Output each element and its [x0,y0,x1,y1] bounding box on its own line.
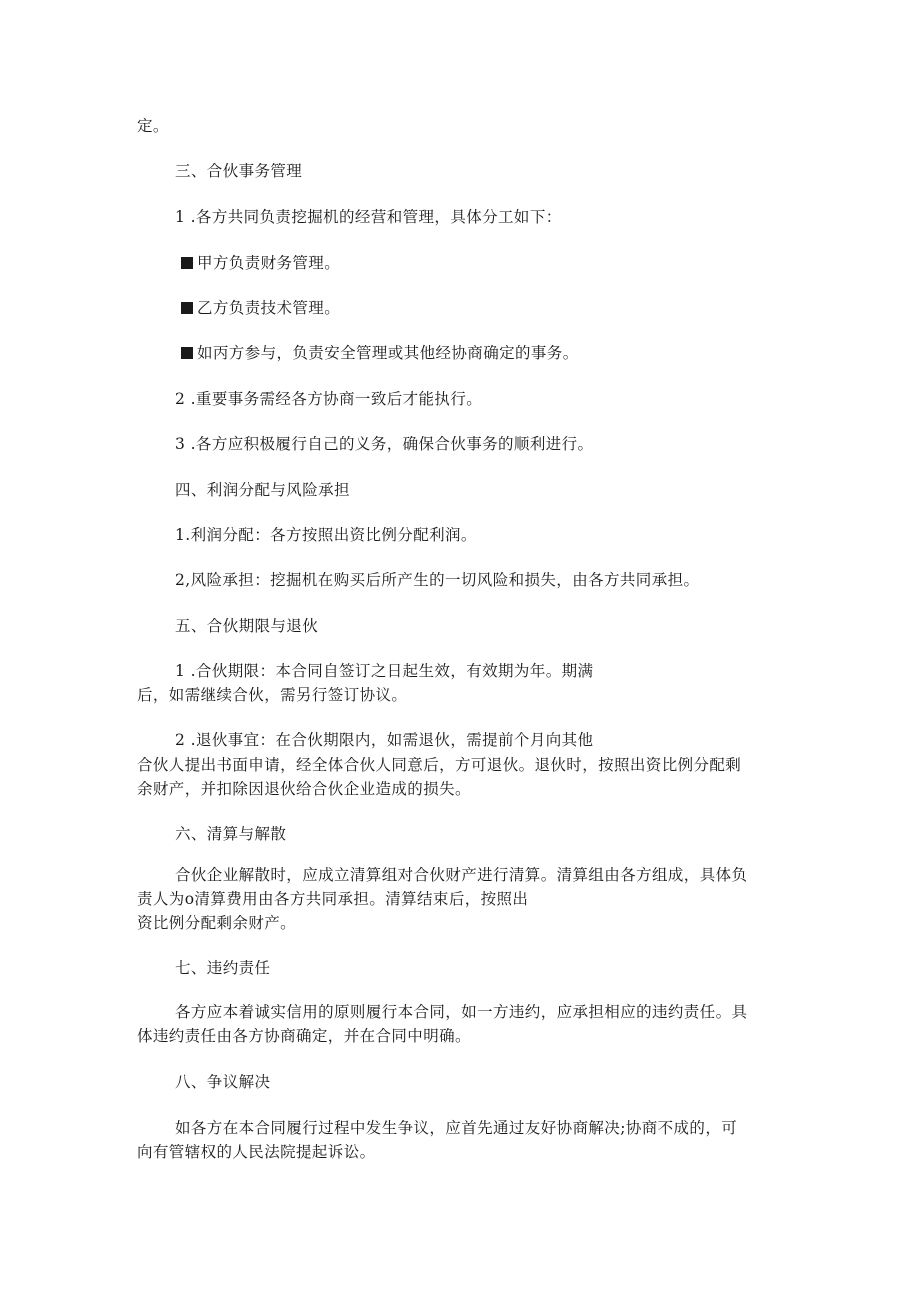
clause-continuation: 余财产，并扣除因退伙给合伙企业造成的损失。 [137,780,471,798]
clause: 1 .合伙期限：本合同自签订之日起生效，有效期为年。期满 [175,662,594,680]
clause: 3 .各方应积极履行自己的义务，确保合伙事务的顺利进行。 [175,435,594,453]
clause: 1 .各方共同负责挖掘机的经营和管理，具体分工如下： [175,208,562,226]
section-heading: 八、争议解决 [175,1073,271,1091]
square-bullet-icon [181,302,193,314]
paragraph-line: 如各方在本合同履行过程中发生争议，应首先通过友好协商解决;协商不成的，可 [175,1119,738,1137]
bullet-item [181,252,340,274]
clause: 1.利润分配：各方按照出资比例分配利润。 [175,526,477,544]
paragraph-line: 各方应本着诚实信用的原则履行本合同，如一方违约，应承担相应的违约责任。具 [175,1003,748,1021]
clause-continuation: 合伙人提出书面申请，经全体合伙人同意后，方可退伙。退伙时，按照出资比例分配剩 [137,756,742,774]
paragraph-line: 合伙企业解散时，应成立清算组对合伙财产进行清算。清算组由各方组成，具体负 [175,866,748,884]
clause: 2 .退伙事宜：在合伙期限内，如需退伙，需提前个月向其他 [175,731,594,749]
square-bullet-icon [181,257,193,269]
square-bullet-icon [181,347,193,359]
section-heading: 七、违约责任 [175,959,271,977]
section-heading: 六、清算与解散 [175,825,287,843]
clause-continuation: 后，如需继续合伙，需另行签订协议。 [137,686,408,704]
paragraph-line: 责人为o清算费用由各方共同承担。清算结束后，按照出 [137,890,529,908]
bullet-item [181,297,340,319]
paragraph-line: 资比例分配剩余财产。 [137,914,297,932]
bullet-item [181,342,579,364]
clause: 2 .重要事务需经各方协商一致后才能执行。 [175,390,483,408]
section-heading: 四、利润分配与风险承担 [175,481,350,499]
paragraph-line: 体违约责任由各方协商确定，并在合同中明确。 [137,1027,471,1045]
text-line: 定。 [137,117,169,135]
section-heading: 五、合伙期限与退伙 [175,617,319,635]
paragraph-line: 向有管辖权的人民法院提起诉讼。 [137,1143,376,1161]
section-heading: 三、合伙事务管理 [175,162,303,180]
bullet-text: 甲方负责财务管理。 [197,254,341,272]
clause: 2,风险承担：挖掘机在购买后所产生的一切风险和损失，由各方共同承担。 [175,571,700,589]
bullet-text: 如丙方参与，负责安全管理或其他经协商确定的事务。 [197,344,579,362]
bullet-text: 乙方负责技术管理。 [197,299,341,317]
